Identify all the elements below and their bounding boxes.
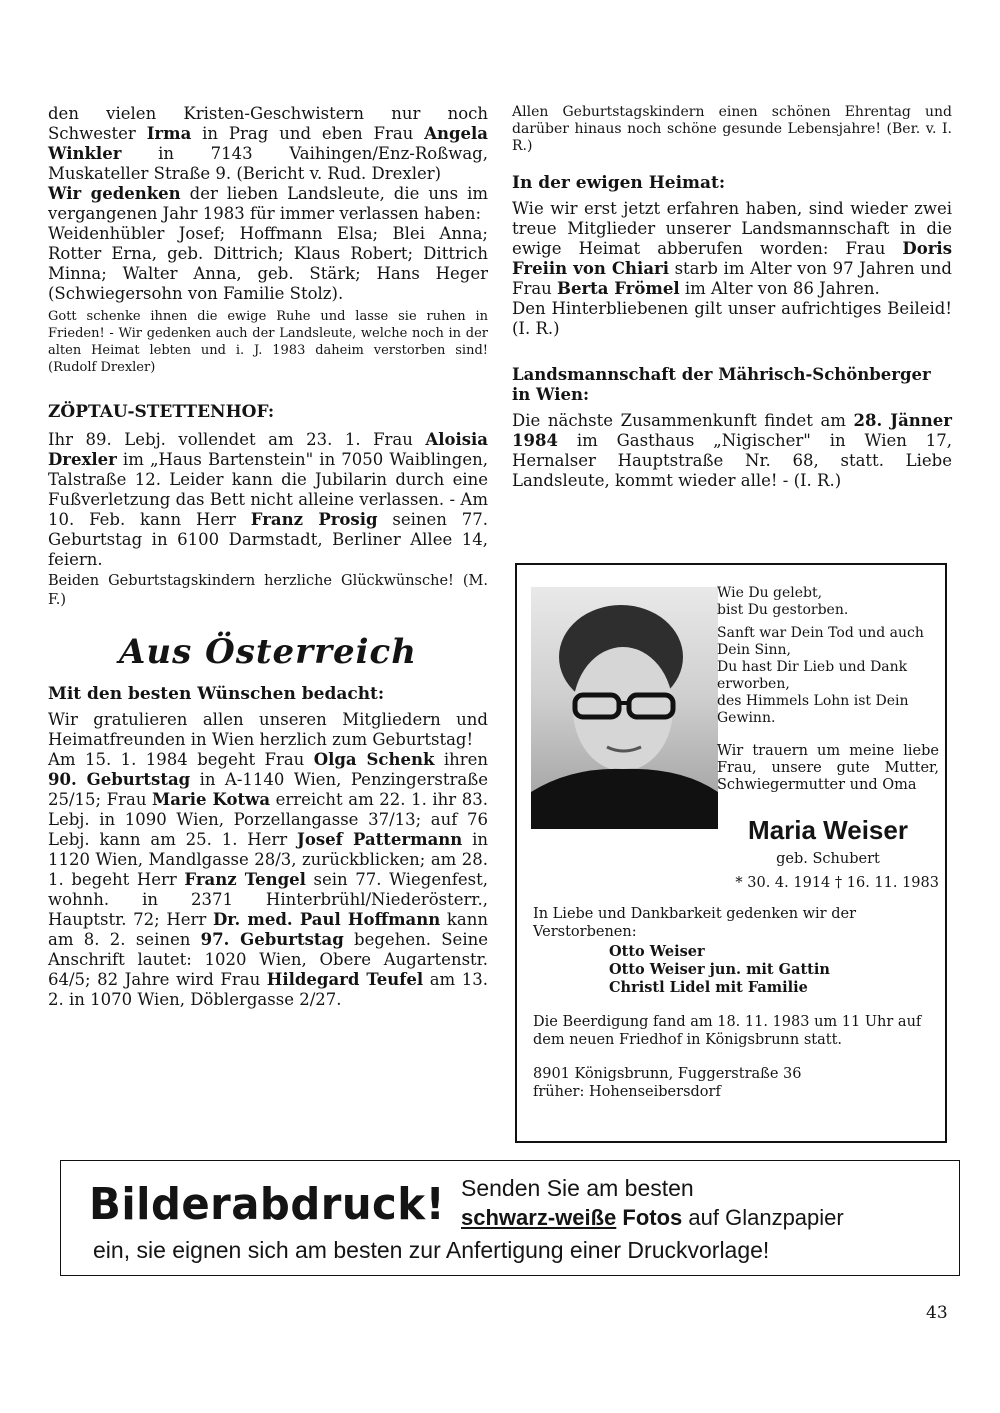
portrait-illustration [531,587,718,829]
mourner-name: Otto Weiser [609,943,705,960]
obituary-notice [515,563,947,1143]
poem-line: Sanft war Dein Tod und auch Dein Sinn, [717,625,924,658]
mourning-text: Wir trauern um meine liebe Frau, unsere gute Mutter, Schwiegermutter und Oma [717,743,939,793]
poem-line: bist Du gestorben. [717,602,849,618]
meeting-paragraph: Die nächste Zusammenkunft findet am 28. Jänner 1984 im Gasthaus „Nigischer" in Wien 17, Hernalser Hauptstraße Nr. 68, statt. Liebe Landsleute, kommt wieder alle! - (I. R.) [512,411,952,490]
birthday-wishes-closing: Allen Geburtstagskindern einen schönen Ehrentag und darüber hinaus noch schöne gesunde Lebensjahre! (Ber. v. I. R.) [512,104,952,154]
kristen-paragraph: den vielen Kristen-Geschwistern nur noch Schwester Irma in Prag und eben Frau Angela Winkler in 7143 Vaihingen/Enz-Roßwag, Muskateller Straße 9. (Bericht v. Rud. Drexler) [48,104,488,183]
ad-line-3: ein, sie eignen sich am besten zur Anfertigung einer Druckvorlage! [93,1237,770,1263]
left-column [48,104,488,1010]
heading-zoeptau: ZÖPTAU-STETTENHOF: [48,402,275,422]
poem-line: Du hast Dir Lieb und Dank erworben, [717,659,908,692]
ad-headline: Bilderabdruck! [89,1179,446,1230]
memory-text: In Liebe und Dankbarkeit gedenken wir der Verstorbenen: [533,906,857,940]
mourner-name: Christl Lidel mit Familie [609,979,808,996]
remembrance-intro: Wir gedenken der lieben Landsleute, die uns im vergangenen Jahr 1983 für immer verlassen haben: [48,184,488,223]
heading-aus-oesterreich: Aus Österreich [119,632,417,672]
zoeptau-wishes: Beiden Geburtstagskindern herzliche Glückwünsche! (M. F.) [48,573,488,608]
right-column [512,104,952,491]
wuensche-intro: Wir gratulieren allen unseren Mitgliedern und Heimatfreunden in Wien herzlich zum Geburtstag! [48,710,488,749]
heading-ewige-heimat: In der ewigen Heimat: [512,173,726,193]
life-dates: * 30. 4. 1914 † 16. 11. 1983 [735,875,939,891]
heading-wuensche: Mit den besten Wünschen bedacht: [48,684,385,704]
birthday-list: Am 15. 1. 1984 begeht Frau Olga Schenk ihren 90. Geburtstag in A-1140 Wien, Penzingerstraße 25/15; Frau Marie Kotwa erreicht am 22. 1. ihr 83. Lebj. in 1090 Wien, Porzellangasse 37/13; auf 76 Lebj. kann am 25. 1. Herr Josef Pattermann in 1120 Wien, Mandlgasse 28/3, zurückblicken; am 28. 1. begeht Herr Franz Tengel sein 77. Wiegenfest, wohnh. in 2371 Hinterbrühl/Niederösterr., Hauptstr. 72; Herr Dr. med. Paul Hoffmann kann am 8. 2. seinen 97. Geburtstag begehen. Seine Anschrift lautet: 1020 Wien, Obere Augartenstr. 64/5; 82 Jahre wird Frau Hildegard Teufel am 13. 2. in 1070 Wien, Döblergasse 2/27. [48,750,489,1009]
condolence: Den Hinterbliebenen gilt unser aufrichtiges Beileid! (I. R.) [512,299,952,338]
obituary-poem [717,585,939,794]
poem-line: Wie Du gelebt, [717,585,823,601]
zoeptau-paragraph: Ihr 89. Lebj. vollendet am 23. 1. Frau Aloisia Drexler im „Haus Bartenstein" in 7050 Waiblingen, Talstraße 12. Leider kann die Jubilarin durch eine Fußverletzung das Bett nicht alleine verlassen. - Am 10. Feb. kann Herr Franz Prosig seinen 77. Geburtstag in 6100 Darmstadt, Berliner Allee 14, feiern. [48,430,489,569]
deceased-list: Weidenhübler Josef; Hoffmann Elsa; Blei Anna; Rotter Erna, geb. Dittrich; Klaus Robert; Dittrich Minna; Walter Anna, geb. Stärk; Hans Heger (Schwiegersohn von Familie Stolz). [48,224,488,303]
page-number: 43 [926,1303,948,1323]
heading-landsmannschaft: Landsmannschaft der Mährisch-Schönberger in Wien: [512,365,931,404]
address-line: 8901 Königsbrunn, Fuggerstraße 36 [533,1066,802,1082]
heimat-paragraph: Wie wir erst jetzt erfahren haben, sind wieder zwei treue Mitglieder unserer Landsmannschaft in die ewige Heimat abberufen worden: Frau Doris Freiin von Chiari starb im Alter von 97 Jahren und Frau Berta Frömel im Alter von 86 Jahren. [512,199,952,298]
ad-line-2: schwarz-weiße Fotos auf Glanzpapier [461,1205,844,1230]
photo-print-notice [60,1160,960,1276]
portrait-photo [531,587,718,829]
prayer-note: Gott schenke ihnen die ewige Ruhe und lasse sie ruhen in Frieden! - Wir gedenken auch der Landsleute, welche noch in der alten Heimat lebten und i. J. 1983 daheim verstorben sind! (Rudolf Drexler) [48,309,488,375]
address-line: früher: Hohenseibersdorf [533,1084,721,1100]
ad-line-1: Senden Sie am besten [461,1175,694,1201]
poem-line: des Himmels Lohn ist Dein Gewinn. [717,693,909,726]
funeral-text: Die Beerdigung fand am 18. 11. 1983 um 11 Uhr auf dem neuen Friedhof in Königsbrunn statt. [533,1014,922,1048]
obituary-footer [533,905,939,1101]
deceased-name: Maria Weiser [748,815,908,845]
birth-name: geb. Schubert [776,851,880,867]
mourner-name: Otto Weiser jun. mit Gattin [609,961,830,978]
